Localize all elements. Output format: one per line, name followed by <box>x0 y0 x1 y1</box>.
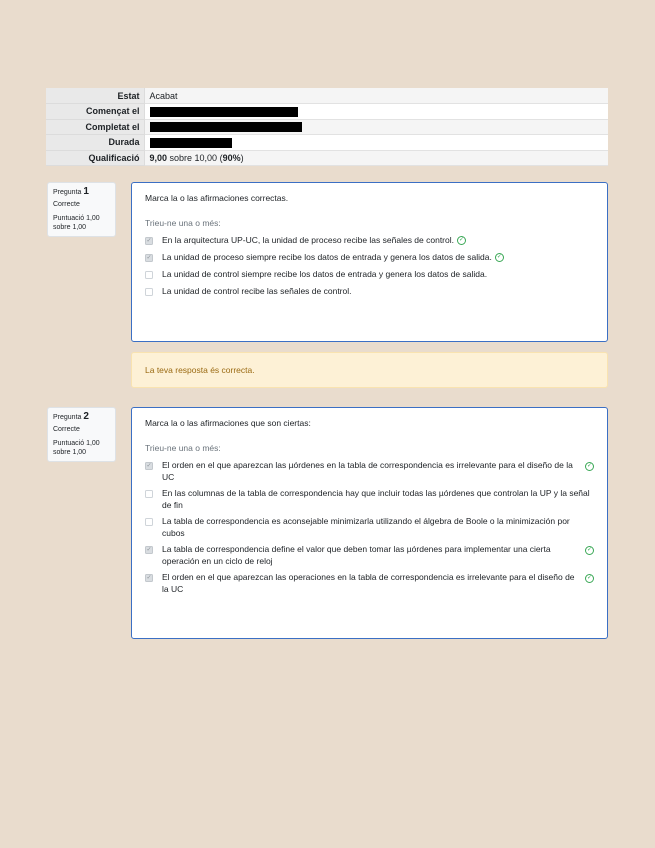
checkbox-checked[interactable] <box>145 462 153 470</box>
checkbox-checked[interactable] <box>145 237 153 245</box>
checkbox-checked[interactable] <box>145 546 153 554</box>
check-icon: ✓ <box>146 238 152 244</box>
question-mark: Puntuació 1,00 sobre 1,00 <box>53 440 100 456</box>
question-info-2 <box>47 407 116 462</box>
grade-between: sobre 10,00 ( <box>167 152 223 163</box>
summary-value <box>144 135 608 151</box>
summary-label: Qualificació <box>46 150 144 166</box>
check-circle-icon: ✓ <box>586 547 593 553</box>
summary-value: Acabat <box>144 88 608 104</box>
check-circle-icon: ✓ <box>586 463 593 469</box>
grade-close: ) <box>240 152 244 163</box>
check-icon: ✓ <box>146 255 152 261</box>
question-mark: Puntuació 1,00 sobre 1,00 <box>53 215 100 231</box>
answer-option <box>145 545 594 567</box>
checkbox-unchecked[interactable] <box>145 271 153 279</box>
grade-value: 9,00 <box>149 152 168 163</box>
option-label: La tabla de correspondencia define el valor que deben tomar las µórdenes para implementar una cierta operación en un ciclo de reloj <box>162 544 551 566</box>
answer-option <box>145 236 594 246</box>
question-number: Pregunta 2 <box>53 411 89 422</box>
answer-option <box>145 489 594 511</box>
checkbox-checked[interactable] <box>145 574 153 582</box>
summary-value <box>144 119 608 135</box>
question-text: Marca la o las afirmaciones que son ciertas: <box>145 418 311 428</box>
question-state: Correcte <box>53 201 80 208</box>
summary-row-completed <box>46 119 608 135</box>
attempt-summary-table <box>46 88 608 166</box>
summary-row-started <box>46 104 608 120</box>
question-text: Marca la o las afirmaciones correctas. <box>145 193 289 203</box>
question-info-1 <box>47 182 116 237</box>
checkbox-unchecked[interactable] <box>145 288 153 296</box>
option-label: En la arquitectura UP-UC, la unidad de proceso recibe las señales de control. <box>162 235 454 245</box>
summary-value <box>144 104 608 120</box>
check-circle-icon: ✓ <box>458 237 465 244</box>
checkbox-checked[interactable] <box>145 254 153 262</box>
question-content-1 <box>131 182 608 342</box>
question-content-2 <box>131 407 608 639</box>
option-label: La unidad de proceso siempre recibe los datos de entrada y genera los datos de salida. <box>162 252 492 262</box>
summary-label: Completat el <box>46 119 144 135</box>
summary-label: Estat <box>46 88 144 104</box>
check-circle-icon: ✓ <box>586 575 593 581</box>
checkbox-unchecked[interactable] <box>145 518 153 526</box>
answer-prompt: Trieu-ne una o més: <box>145 218 221 228</box>
option-label: El orden en el que aparezcan las operaciones en la tabla de correspondencia es irrelevante para el diseño de la UC <box>162 572 575 594</box>
option-label: La unidad de control recibe las señales de control. <box>162 286 352 296</box>
check-icon: ✓ <box>146 575 152 581</box>
answer-option <box>145 573 594 595</box>
option-label: En las columnas de la tabla de correspondencia hay que incluir todas las µórdenes que controlan la UP y la señal de fin <box>162 488 590 510</box>
answer-option <box>145 287 594 297</box>
question-state: Correcte <box>53 426 80 433</box>
summary-row-state <box>46 88 608 104</box>
answer-prompt: Trieu-ne una o més: <box>145 443 221 453</box>
question-feedback: La teva resposta és correcta. <box>131 352 608 388</box>
question-number: Pregunta 1 <box>53 186 89 197</box>
answer-option <box>145 270 594 280</box>
answer-option <box>145 461 594 483</box>
summary-label: Començat el <box>46 104 144 120</box>
redaction-bar <box>150 107 298 117</box>
check-circle-icon: ✓ <box>496 254 502 261</box>
redaction-bar <box>150 122 302 132</box>
check-icon: ✓ <box>146 547 152 553</box>
summary-label: Durada <box>46 135 144 151</box>
summary-value <box>144 150 608 166</box>
redaction-bar <box>150 138 232 148</box>
summary-row-duration <box>46 135 608 151</box>
option-label: La unidad de control siempre recibe los datos de entrada y genera los datos de salida. <box>162 269 488 279</box>
answer-option <box>145 253 594 263</box>
option-label: El orden en el que aparezcan las µórdenes en la tabla de correspondencia es irrelevante para el diseño de la UC <box>162 460 573 482</box>
check-icon: ✓ <box>146 463 152 469</box>
grade-percent: 90% <box>222 152 241 163</box>
option-label: La tabla de correspondencia es aconsejable minimizarla utilizando el álgebra de Boole o la minimización por cubos <box>162 516 570 538</box>
checkbox-unchecked[interactable] <box>145 490 153 498</box>
summary-row-grade <box>46 150 608 166</box>
answer-option <box>145 517 594 539</box>
